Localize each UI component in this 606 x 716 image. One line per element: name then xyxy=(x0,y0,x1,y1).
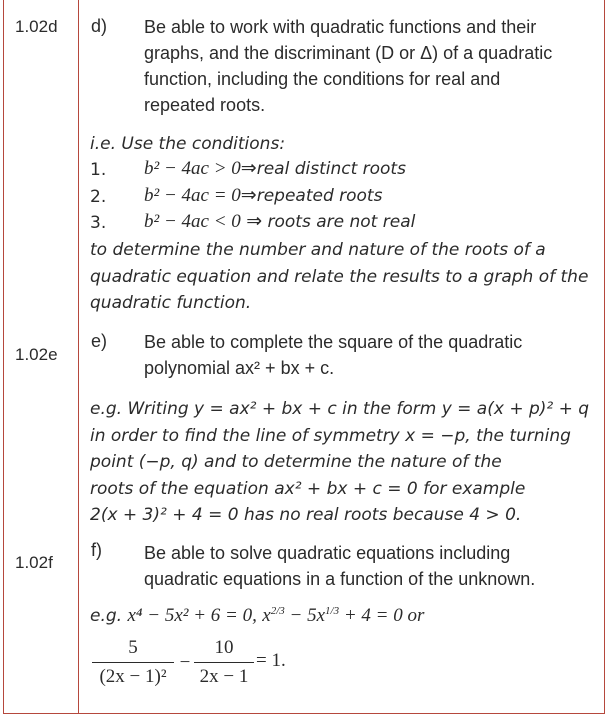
description-line: Be able to work with quadratic functions and their xyxy=(144,17,537,37)
fraction-bar xyxy=(194,662,254,663)
condition-text: real distinct roots xyxy=(256,159,406,179)
description-line: quadratic equations in a function of the unknown. xyxy=(144,569,536,589)
eq2-base: x xyxy=(262,605,271,626)
description-line: graphs, and the discriminant (D or Δ) of a quadratic xyxy=(144,43,553,63)
condition-number: 1. xyxy=(90,160,107,180)
eq2-middle: − 5x xyxy=(289,605,326,626)
implies-arrow: ⇒ xyxy=(246,211,263,232)
condition-number: 2. xyxy=(90,187,107,207)
fraction-numerator: 5 xyxy=(128,637,138,658)
equation-one: x⁴ − 5x² + 6 = 0, xyxy=(127,605,257,626)
description-line: Be able to solve quadratic equations including xyxy=(144,543,511,563)
guidance-line: quadratic function. xyxy=(90,293,252,313)
row-description xyxy=(144,540,594,592)
condition-row xyxy=(144,184,382,207)
equals-one: = 1. xyxy=(256,650,286,671)
eq2-end: + 4 = 0 or xyxy=(343,605,425,626)
guidance-line: e.g. Writing y = ax² + bx + c in the form y = a(x + p)² + q xyxy=(90,399,590,419)
eq2-exponent: 1/3 xyxy=(325,605,340,617)
eg-prefix: e.g. xyxy=(90,606,123,626)
eq2-exponent: 2/3 xyxy=(270,605,285,617)
condition-number: 3. xyxy=(90,213,107,233)
fraction-denominator: 2x − 1 xyxy=(199,666,249,687)
row-code: 1.02e xyxy=(15,345,58,364)
row-description xyxy=(144,329,594,381)
fraction-denominator: (2x − 1)² xyxy=(99,666,167,687)
guidance-line: in order to find the line of symmetry x = −p, the turning xyxy=(90,425,571,446)
guidance-intro: i.e. Use the conditions: xyxy=(90,134,286,154)
description-line: function, including the conditions for real and xyxy=(144,69,501,89)
description-line: repeated roots. xyxy=(144,95,266,115)
column-divider xyxy=(78,0,79,714)
condition-row xyxy=(144,210,415,233)
implies-arrow: ⇒ xyxy=(240,185,257,206)
condition-expression: b² − 4ac > 0 xyxy=(144,158,241,179)
row-code: 1.02f xyxy=(15,553,53,572)
row-description xyxy=(144,14,594,118)
condition-text: repeated roots xyxy=(256,186,383,206)
guidance-line: roots of the equation ax² + bx + c = 0 for example xyxy=(90,478,526,499)
condition-expression: b² − 4ac = 0 xyxy=(144,185,241,206)
description-line: Be able to complete the square of the quadratic xyxy=(144,332,523,352)
condition-row xyxy=(144,157,406,180)
equation-two xyxy=(262,605,424,626)
guidance-line: to determine the number and nature of the roots of a xyxy=(90,240,546,260)
description-line: polynomial ax² + bx + c. xyxy=(144,358,335,378)
row-letter: d) xyxy=(91,16,108,36)
row-code: 1.02d xyxy=(15,17,58,36)
row-letter: e) xyxy=(91,331,108,351)
guidance-text xyxy=(90,237,595,317)
fraction-numerator: 10 xyxy=(214,637,234,658)
row-letter: f) xyxy=(91,540,102,560)
implies-arrow: ⇒ xyxy=(240,158,257,179)
guidance-line: quadratic equation and relate the results to a graph of the xyxy=(90,266,589,287)
guidance-line: point (−p, q) and to determine the nature of the xyxy=(90,452,502,472)
guidance-text xyxy=(90,396,595,529)
condition-expression: b² − 4ac < 0 xyxy=(144,211,241,232)
fraction-bar xyxy=(92,662,174,663)
condition-text: roots are not real xyxy=(267,212,416,232)
guidance-equation xyxy=(90,603,595,630)
minus-sign: − xyxy=(179,652,191,673)
guidance-line: 2(x + 3)² + 4 = 0 has no real roots because 4 > 0. xyxy=(90,505,522,525)
